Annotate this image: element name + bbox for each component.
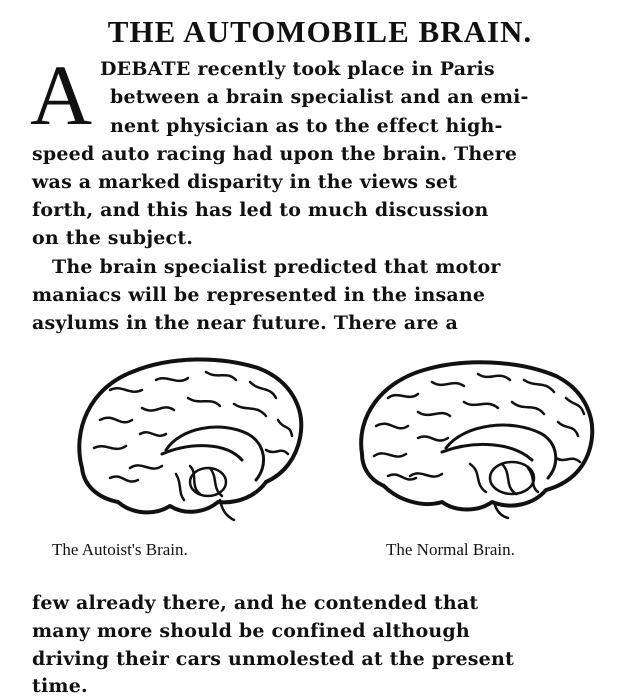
text-line: many more should be confined although (32, 620, 470, 642)
text-line: speed auto racing had upon the brain. There (32, 143, 518, 165)
text-line: maniacs will be represented in the insane (32, 284, 486, 306)
text-line: forth, and this has led to much discussion (32, 199, 489, 221)
normal-brain-caption: The Normal Brain. (386, 540, 515, 559)
text-line: DEBATE recently took place in Paris (100, 58, 495, 80)
text-line: was a marked disparity in the views set (32, 171, 458, 193)
autoist-brain-caption: The Autoist's Brain. (52, 540, 188, 559)
text-line: nent physician as to the effect high- (110, 115, 503, 137)
normal-brain-illustration (352, 352, 602, 522)
text-line: few already there, and he contended that (32, 592, 479, 614)
text-line: The brain specialist predicted that motor (52, 256, 501, 278)
text-line: driving their cars unmolested at the present (32, 648, 514, 670)
article-title: THE AUTOMOBILE BRAIN. (107, 14, 533, 49)
autoist-brain-illustration (70, 350, 310, 525)
text-line: on the subject. (32, 227, 194, 249)
drop-cap: A (30, 47, 93, 143)
text-line: time. (32, 675, 88, 697)
text-line: between a brain specialist and an emi- (110, 86, 529, 108)
text-line: asylums in the near future. There are a (32, 312, 459, 334)
